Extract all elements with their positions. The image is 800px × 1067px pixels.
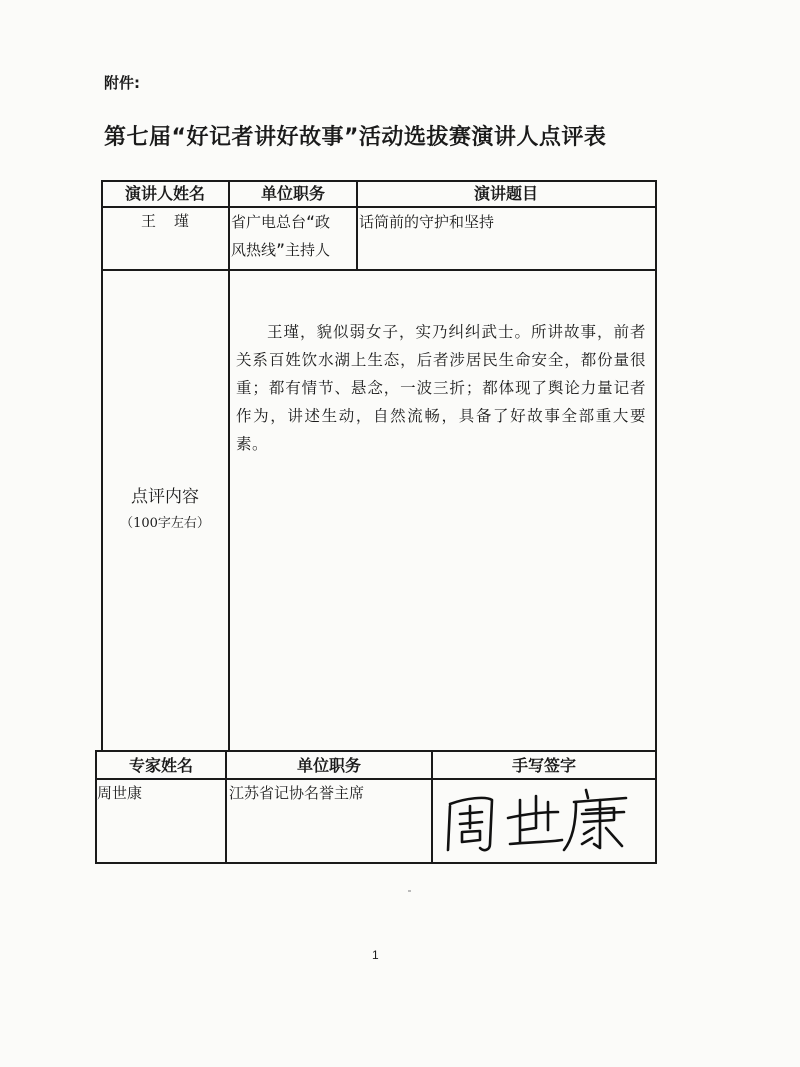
comment-text: 王瑾，貌似弱女子，实乃纠纠武士。所讲故事，前者关系百姓饮水湖上生态，后者涉居民生命安全，都份量很重；都有情节、悬念，一波三折；都体现了舆论力量记者作为，讲述生动，自然流畅，具备了好故事全部重大要素。: [236, 323, 646, 453]
table-border-top: [101, 180, 657, 182]
comment-label: 点评内容: [131, 487, 199, 507]
table-left-border-upper: [101, 180, 103, 750]
speaker-unit-line1: 省广电总台“政: [231, 213, 331, 231]
expert-unit-value: 江苏省记协名誉主席: [229, 784, 365, 802]
header-signature: 手写签字: [511, 756, 576, 775]
expert-name-value: 周世康: [97, 784, 143, 802]
column-divider-1: [228, 180, 230, 750]
table-border-bottom: [95, 862, 657, 864]
table-right-border: [655, 180, 657, 863]
comment-section-bottom: [95, 750, 657, 752]
handwritten-signature: [436, 784, 636, 860]
header-row-divider: [101, 206, 657, 208]
header-expert-unit: 单位职务: [296, 756, 361, 775]
header-speaker-unit: 单位职务: [260, 184, 325, 203]
form-title: 第七届“好记者讲好故事”活动选拔赛演讲人点评表: [104, 125, 607, 150]
speaker-name-value: 王 瑾: [140, 212, 190, 230]
expert-header-divider: [95, 778, 657, 780]
page-number: 1: [372, 948, 379, 962]
header-speaker-name: 演讲人姓名: [124, 184, 205, 203]
attachment-label: 附件:: [104, 74, 140, 92]
speaker-unit-line2: 风热线”主持人: [231, 241, 331, 259]
comment-length-note: （100字左右）: [120, 516, 210, 531]
scan-speck: [408, 890, 411, 892]
header-speech-topic: 演讲题目: [473, 184, 538, 203]
speaker-row-bottom: [101, 269, 657, 271]
header-expert-name: 专家姓名: [128, 756, 193, 775]
speech-topic-value: 话筒前的守护和坚持: [359, 213, 495, 231]
